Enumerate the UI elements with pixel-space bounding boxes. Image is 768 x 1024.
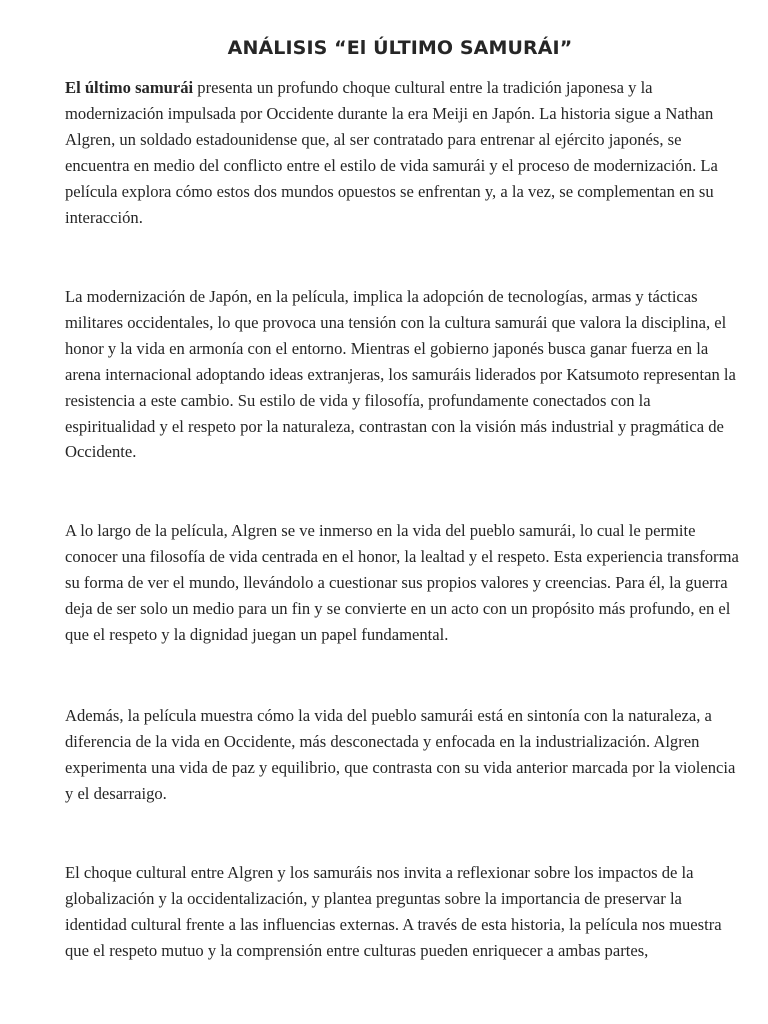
- paragraph-1: [65, 75, 740, 230]
- paragraph-3: A lo largo de la película, Algren se ve inmerso en la vida del pueblo samurái, lo cual le permite conocer una filosofía de vida centrada en el honor, la lealtad y el respeto. Esta experiencia transforma su forma de ver el mundo, llevándolo a cuestionar sus propios valores y creencias. Para él, la guerra deja de ser solo un medio para un fin y se convierte en un acto con un propósito más profundo, en el que el respeto y la dignidad juegan un papel fundamental.: [65, 521, 739, 644]
- paragraph-4: Además, la película muestra cómo la vida del pueblo samurái está en sintonía con la naturaleza, a diferencia de la vida en Occidente, más desconectada y enfocada en la industrialización. Algren experimenta una vida de paz y equilibrio, que contrasta con su vida anterior marcada por la violencia y el desarraigo.: [65, 706, 736, 803]
- document-title: ANÁLISIS “El ÚLTIMO SAMURÁI”: [227, 37, 573, 59]
- paragraph-1-text: presenta un profundo choque cultural entre la tradición japonesa y la modernización impulsada por Occidente durante la era Meiji en Japón. La historia sigue a Nathan Algren, un soldado estadounidense que, al ser contratado para entrenar al ejército japonés, se encuentra en medio del conflicto entre el estilo de vida samurái y el proceso de modernización. La película explora cómo estos dos mundos opuestos se enfrentan y, a la vez, se complementan en su interacción.: [65, 78, 718, 227]
- paragraph-1-lead: El último samurái: [65, 78, 194, 97]
- paragraph-2: La modernización de Japón, en la película, implica la adopción de tecnologías, armas y tácticas militares occidentales, lo que provoca una tensión con la cultura samurái que valora la disciplina, el honor y la vida en armonía con el entorno. Mientras el gobierno japonés busca ganar fuerza en la arena internacional adoptando ideas extranjeras, los samuráis liderados por Katsumoto representan la resistencia a este cambio. Su estilo de vida y filosofía, profundamente conectados con la espiritualidad y el respeto por la naturaleza, contrastan con la visión más industrial y pragmática de Occidente.: [65, 287, 736, 462]
- paragraph-5: El choque cultural entre Algren y los samuráis nos invita a reflexionar sobre los impactos de la globalización y la occidentalización, y plantea preguntas sobre la importancia de preservar la identidad cultural frente a las influencias externas. A través de esta historia, la película nos muestra que el respeto mutuo y la comprensión entre culturas pueden enriquecer a ambas partes,: [65, 863, 722, 960]
